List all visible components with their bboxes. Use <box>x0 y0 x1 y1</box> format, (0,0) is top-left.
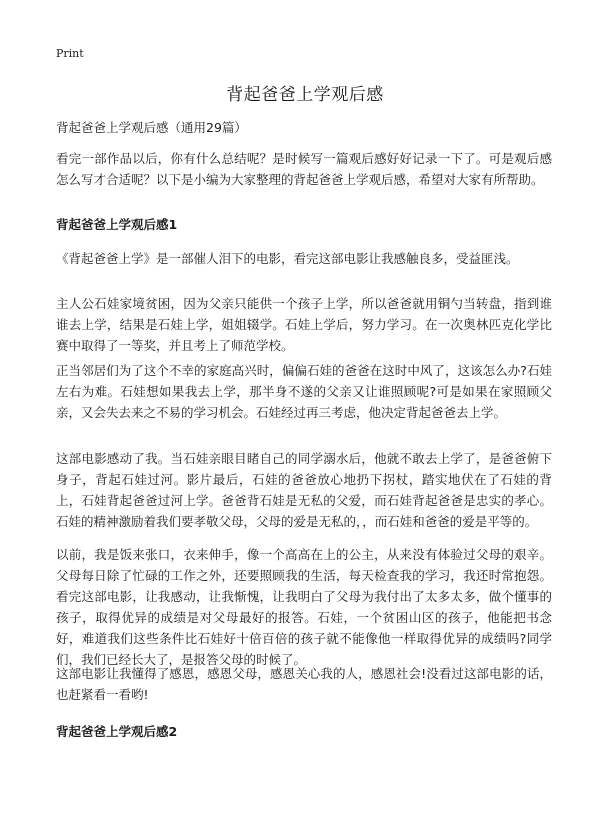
paragraph: 主人公石娃家境贫困，因为父亲只能供一个孩子上学，所以爸爸就用铜勺当转盘，指到谁谁去上学，结果是石娃上学，姐姐辍学。石娃上学后，努力学习。在一次奥林匹克化学比赛中取得了一等奖，并且考上了师范学校。 <box>56 296 552 353</box>
paragraph: 这部电影感动了我。当石娃亲眼目睹自己的同学溺水后，他就不敢去上学了，是爸爸俯下身子，背起石娃过河。影片最后，石娃的爸爸放心地扔下拐杖，踏实地伏在了石娃的背上，石娃背起爸爸过河上学。爸爸背石娃是无私的父爱，而石娃背起爸爸是忠实的孝心。石娃的精神激励着我们要孝敬父母，父母的爱是无私的，，而石娃和爸爸的爱是平等的。 <box>56 451 552 529</box>
paragraph: 这部电影让我懂得了感恩，感恩父母，感恩关心我的人，感恩社会!没看过这部电影的话，也赶紧看一看哟! <box>56 666 552 702</box>
section-heading-1: 背起爸爸上学观后感1 <box>56 217 178 232</box>
paragraph: 正当邻居们为了这个不幸的家庭高兴时，偏偏石娃的爸爸在这时中风了，这该怎么办?石娃左右为难。石娃想如果我去上学，那半身不遂的父亲又让谁照顾呢?可是如果在家照顾父亲，又会失去来之不易的学习机会。石娃经过再三考虑，他决定背起爸爸去上学。 <box>56 363 552 420</box>
intro-paragraph: 看完一部作品以后，你有什么总结呢？是时候写一篇观后感好好记录一下了。可是观后感怎么写才合适呢？以下是小编为大家整理的背起爸爸上学观后感，希望对大家有所帮助。 <box>56 151 552 187</box>
page-title: 背起爸爸上学观后感 <box>226 85 384 105</box>
section-heading-2: 背起爸爸上学观后感2 <box>56 724 178 739</box>
document-subtitle: 背起爸爸上学观后感（通用29篇） <box>56 120 247 135</box>
paragraph: 《背起爸爸上学》是一部催人泪下的电影，看完这部电影让我感触良多，受益匪浅。 <box>56 251 519 266</box>
print-link[interactable]: Print <box>56 47 84 60</box>
paragraph: 以前，我是饭来张口，衣来伸手，像一个高高在上的公主，从来没有体验过父母的艰辛。父母每日除了忙碌的工作之外，还要照顾我的生活，每天检查我的学习，我还时常抱怨。看完这部电影，让我感动，让我惭愧，让我明白了父母为我付出了太多太多，做个懂事的孩子，取得优异的成绩是对父母最好的报答。石娃，一个贫困山区的孩子，他能把书念好，难道我们这些条件比石娃好十倍百倍的孩子就不能像他一样取得优异的成绩吗?同学们，我们已经长大了，是报答父母的时候了。 <box>56 547 552 667</box>
